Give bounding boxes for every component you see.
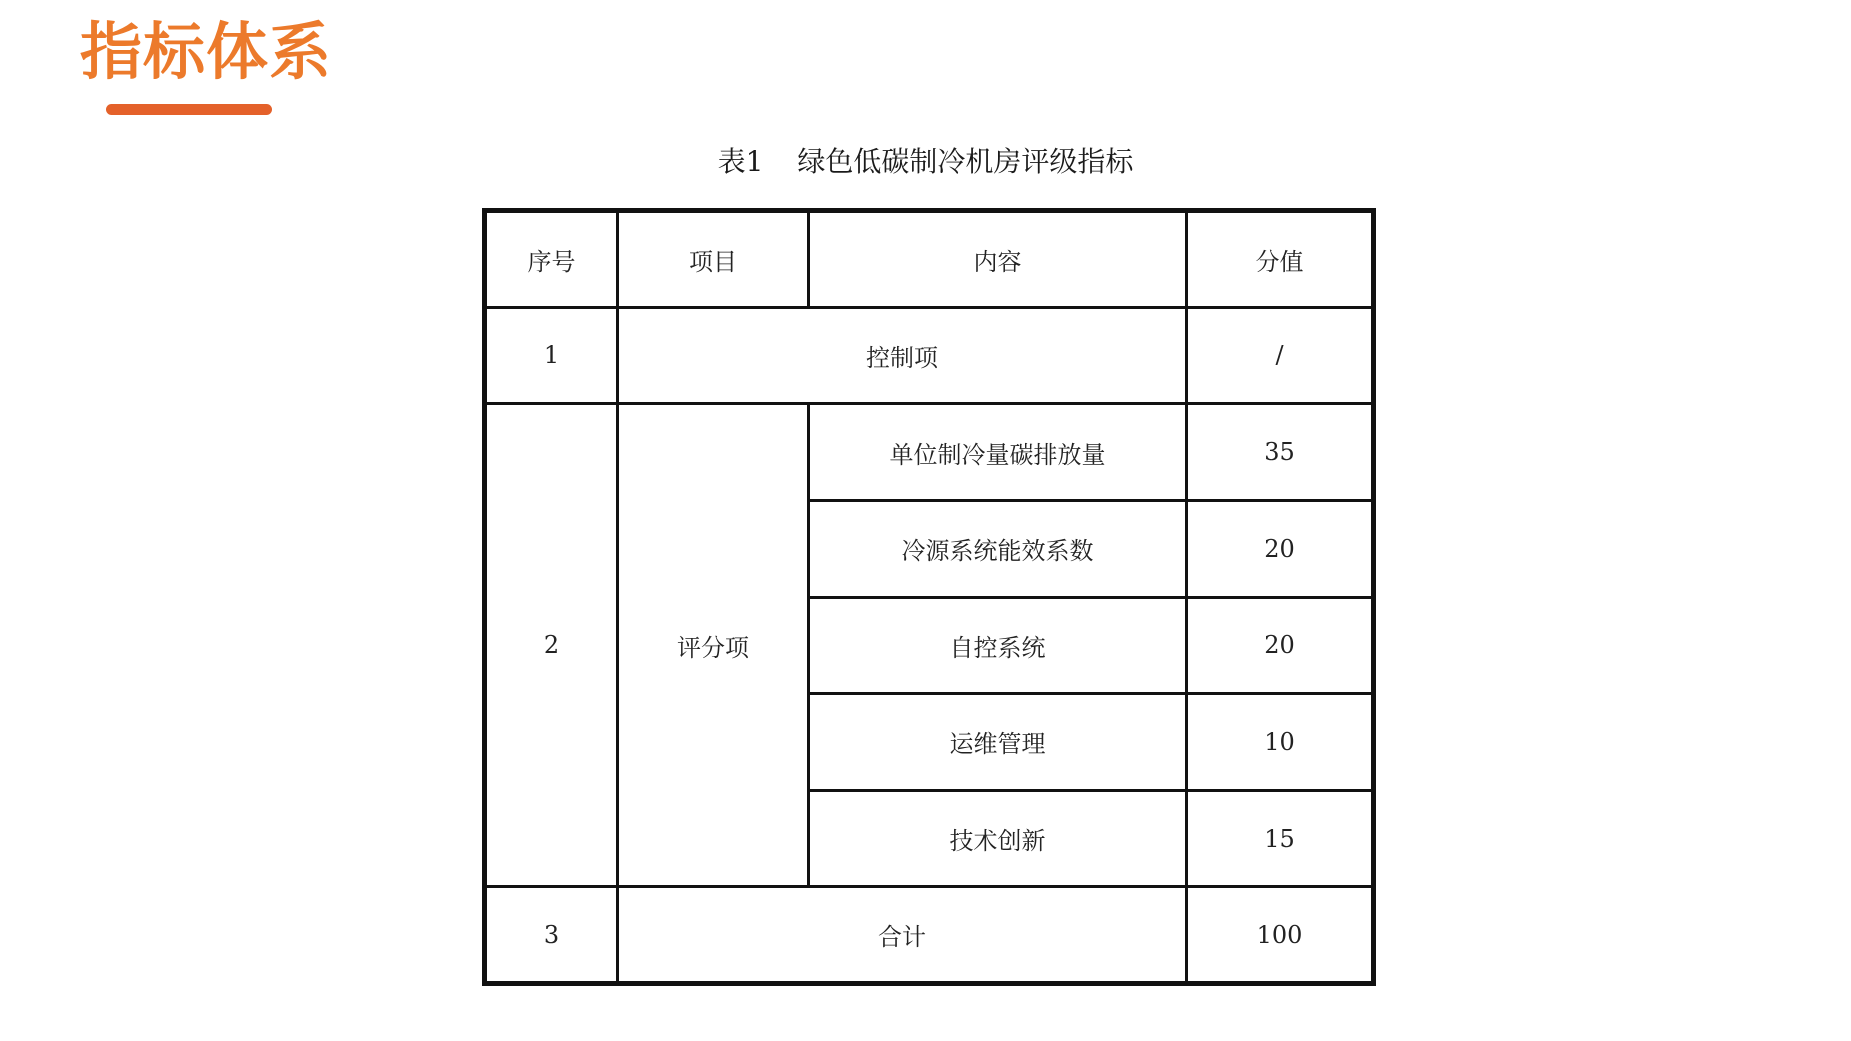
cell-score: 20: [1187, 500, 1374, 597]
cell-serial: 2: [485, 404, 618, 887]
table-header-row: [485, 211, 1374, 308]
cell-score: 35: [1187, 404, 1374, 501]
cell-score: /: [1187, 307, 1374, 404]
table-row: [485, 404, 1374, 501]
table-row: [485, 887, 1374, 984]
cell-serial: 1: [485, 307, 618, 404]
cell-content: 单位制冷量碳排放量: [809, 404, 1187, 501]
cell-content: 运维管理: [809, 694, 1187, 791]
index-table: [482, 208, 1376, 986]
table-caption: [0, 138, 1851, 186]
cell-item: 合计: [618, 887, 1187, 984]
table-caption-number: 表1: [717, 145, 764, 178]
title-underline: [106, 104, 272, 115]
cell-score: 15: [1187, 790, 1374, 887]
table-caption-text: 绿色低碳制冷机房评级指标: [797, 145, 1134, 178]
header-score: 分值: [1187, 211, 1374, 308]
slide-title: 指标体系: [80, 15, 333, 88]
header-serial: 序号: [485, 211, 618, 308]
cell-item: 控制项: [618, 307, 1187, 404]
cell-content: 冷源系统能效系数: [809, 500, 1187, 597]
cell-serial: 3: [485, 887, 618, 984]
cell-content: 自控系统: [809, 597, 1187, 694]
table-row: [485, 307, 1374, 404]
header-content: 内容: [809, 211, 1187, 308]
cell-score: 10: [1187, 694, 1374, 791]
cell-score: 100: [1187, 887, 1374, 984]
cell-item: 评分项: [618, 404, 809, 887]
cell-content: 技术创新: [809, 790, 1187, 887]
header-item: 项目: [618, 211, 809, 308]
cell-score: 20: [1187, 597, 1374, 694]
